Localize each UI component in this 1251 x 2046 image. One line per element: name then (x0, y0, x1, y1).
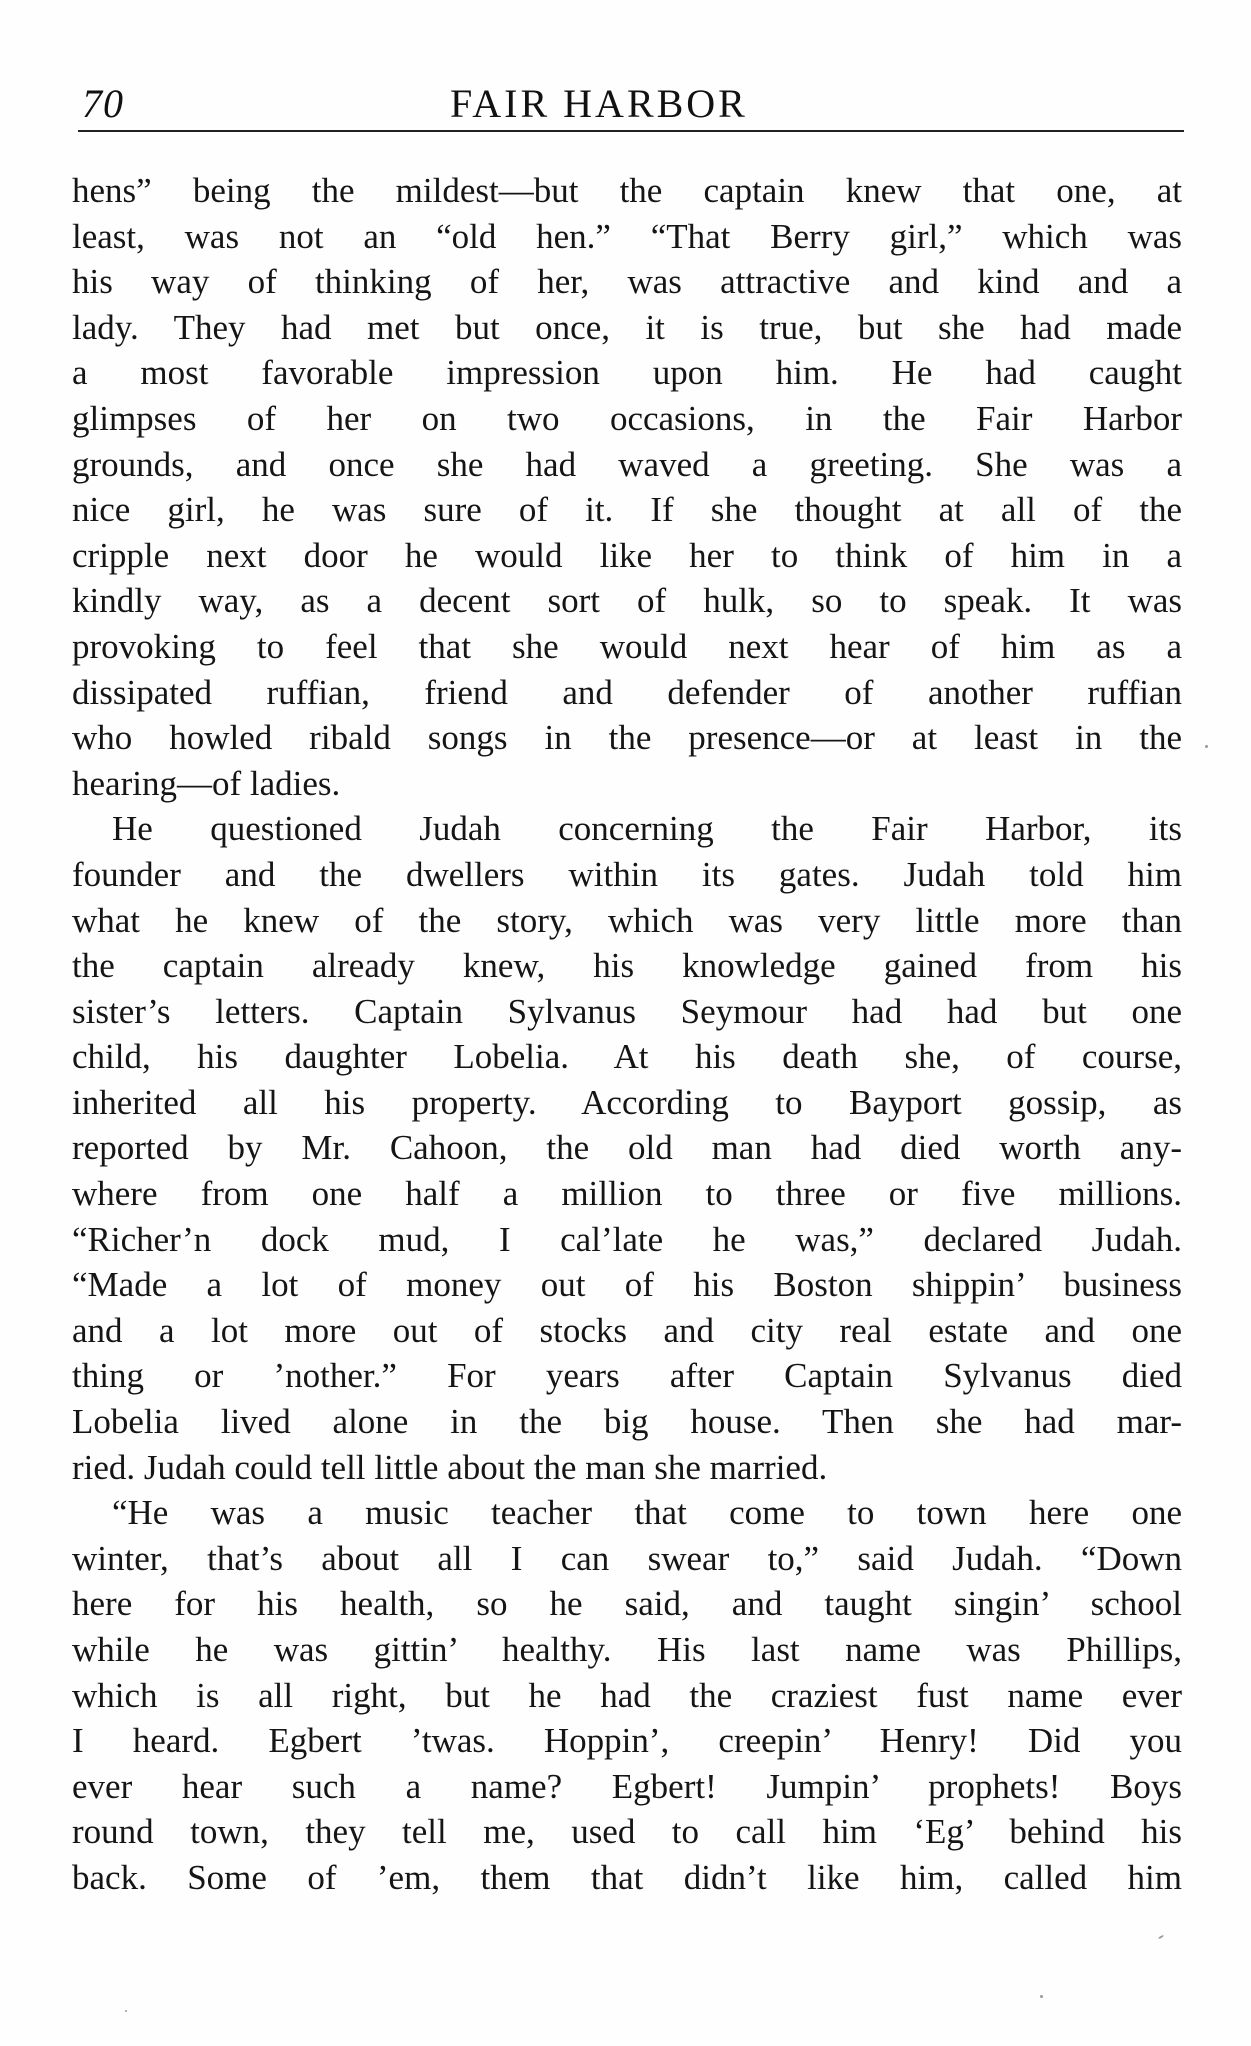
text-line: here for his health, so he said, and taught singin’ school (72, 1584, 1182, 1624)
text-line: ried. Judah could tell little about the man she married. (72, 1447, 828, 1487)
text-line: round town, they tell me, used to call him ‘Eg’ behind his (72, 1812, 1182, 1852)
text-line: lady. They had met but once, it is true, but she had made (72, 307, 1182, 347)
paper-speck (1040, 1995, 1043, 1998)
text-line: provoking to feel that she would next hear of him as a (72, 626, 1182, 666)
body-text (72, 168, 1182, 1901)
text-line: child, his daughter Lobelia. At his death she, of course, (72, 1037, 1182, 1077)
text-line: “He was a music teacher that come to town here one (112, 1493, 1182, 1533)
text-line: least, was not an “old hen.” “That Berry girl,” which was (72, 216, 1182, 256)
text-line: hearing—of ladies. (72, 763, 341, 803)
paper-speck (1158, 1935, 1164, 1940)
text-line: winter, that’s about all I can swear to,” said Judah. “Down (72, 1538, 1182, 1578)
text-line: grounds, and once she had waved a greeting. She was a (72, 444, 1182, 484)
header-rule (78, 130, 1184, 132)
text-line: hens” being the mildest—but the captain knew that one, at (72, 171, 1182, 210)
text-line: reported by Mr. Cahoon, the old man had died worth any- (72, 1128, 1182, 1168)
text-line: dissipated ruffian, friend and defender of another ruffian (72, 672, 1182, 712)
text-line: a most favorable impression upon him. He had caught (72, 353, 1182, 393)
text-line: his way of thinking of her, was attractive and kind and a (72, 262, 1182, 302)
text-line: the captain already knew, his knowledge gained from his (72, 946, 1182, 986)
paper-speck (125, 2010, 127, 2012)
text-line: back. Some of ’em, them that didn’t like him, called him (72, 1857, 1182, 1897)
text-line: I heard. Egbert ’twas. Hoppin’, creepin’ Henry! Did you (72, 1721, 1182, 1761)
running-head: FAIR HARBOR (450, 81, 748, 126)
text-line: what he knew of the story, which was very little more than (72, 900, 1182, 940)
text-line: kindly way, as a decent sort of hulk, so to speak. It was (72, 581, 1182, 621)
text-line: and a lot more out of stocks and city real estate and one (72, 1310, 1182, 1350)
text-line: thing or ’nother.” For years after Captain Sylvanus died (72, 1356, 1182, 1396)
text-line: ever hear such a name? Egbert! Jumpin’ prophets! Boys (72, 1766, 1182, 1806)
text-line: glimpses of her on two occasions, in the Fair Harbor (72, 398, 1182, 438)
text-line: Lobelia lived alone in the big house. Then she had mar- (72, 1402, 1182, 1442)
text-line: sister’s letters. Captain Sylvanus Seymour had had but one (72, 991, 1182, 1031)
paper-speck (1205, 745, 1208, 748)
text-line: where from one half a million to three or five millions. (72, 1174, 1182, 1214)
text-line: “Made a lot of money out of his Boston shippin’ business (72, 1265, 1182, 1305)
text-line: while he was gittin’ healthy. His last name was Phillips, (72, 1630, 1182, 1669)
text-line: inherited all his property. According to Bayport gossip, as (72, 1082, 1182, 1122)
text-line: “Richer’n dock mud, I cal’late he was,” declared Judah. (72, 1219, 1182, 1259)
page-number: 70 (82, 81, 124, 126)
text-line: cripple next door he would like her to think of him in a (72, 535, 1182, 575)
text-line: who howled ribald songs in the presence—or at least in the (72, 718, 1182, 758)
text-line: which is all right, but he had the craziest fust name ever (72, 1675, 1182, 1715)
text-line: nice girl, he was sure of it. If she thought at all of the (72, 490, 1182, 530)
text-line: He questioned Judah concerning the Fair Harbor, its (112, 809, 1182, 849)
text-line: founder and the dwellers within its gates. Judah told him (72, 854, 1182, 894)
